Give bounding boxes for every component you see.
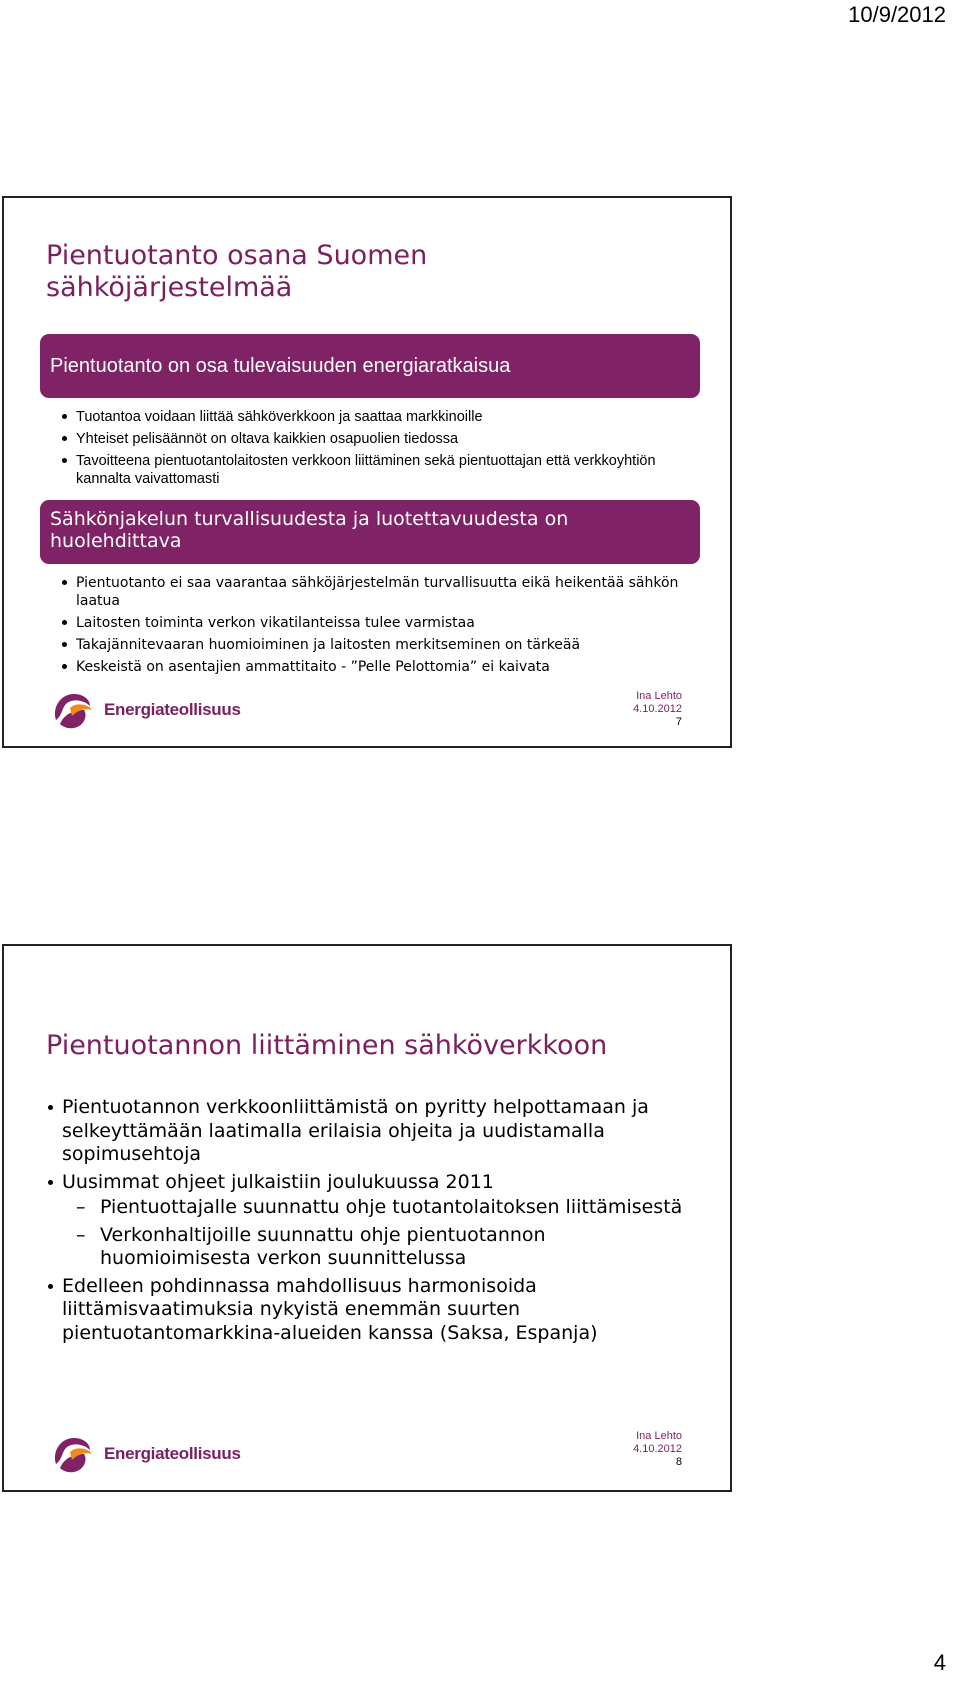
logo-text: Energiateollisuus [104, 700, 241, 719]
section-banner: Pientuotanto on osa tulevaisuuden energiaratkaisua [40, 334, 700, 398]
sub-list [62, 1196, 688, 1271]
list-item [48, 1275, 688, 1346]
list-item: Pientuotanto ei saa vaarantaa sähköjärjestelmän turvallisuutta eikä heikentää sähkön laatua [62, 574, 702, 610]
company-logo [50, 690, 241, 730]
sub-list-item: – Verkonhaltijoille suunnattu ohje pientuotannon huomioimisesta verkon suunnittelussa [62, 1224, 688, 1271]
slide-7 [2, 196, 732, 748]
page-date: 10/9/2012 [848, 2, 946, 27]
list-item: Yhteiset pelisäännöt on oltava kaikkien osapuolien tiedossa [62, 430, 702, 448]
energiateollisuus-logo-icon [50, 1434, 96, 1474]
company-logo [50, 1434, 241, 1474]
slide-8 [2, 944, 732, 1492]
list-item: Tuotantoa voidaan liittää sähköverkkoon ja saattaa markkinoille [62, 408, 702, 426]
footer-date: 4.10.2012 [633, 1443, 682, 1455]
energiateollisuus-logo-icon [50, 690, 96, 730]
slide-number: 8 [675, 1456, 682, 1468]
slide-footer [633, 1430, 682, 1469]
page-number: 4 [933, 1650, 946, 1675]
list-item-text: Edelleen pohdinnassa mahdollisuus harmonisoida liittämisvaatimuksia nykyistä enemmän suurten pientuotantomarkkina-alueiden kanssa (Saksa, Espanja) [62, 1274, 598, 1344]
list-item [48, 1171, 688, 1271]
list-item: Takajännitevaaran huomioiminen ja laitosten merkitseminen on tärkeää [62, 636, 702, 654]
bullet-list [48, 1096, 688, 1349]
footer-author: Ina Lehto [636, 690, 682, 702]
section-banner: Sähkönjakelun turvallisuudesta ja luotettavuudesta on huolehdittava [40, 500, 700, 564]
footer-date: 4.10.2012 [633, 703, 682, 715]
slide-title: Pientuotannon liittäminen sähköverkkoon [46, 1030, 608, 1061]
list-item-text: Uusimmat ohjeet julkaistiin joulukuussa 2011 [62, 1170, 494, 1193]
list-item: Keskeistä on asentajien ammattitaito - ”Pelle Pelottomia” ei kaivata [62, 658, 702, 676]
slide-number: 7 [675, 716, 682, 728]
footer-author: Ina Lehto [636, 1430, 682, 1442]
list-item: Tavoitteena pientuotantolaitosten verkkoon liittäminen sekä pientuottajan että verkkoyhtiön kannalta vaivattomasti [62, 452, 702, 488]
sub-list-item: – Pientuottajalle suunnattu ohje tuotantolaitoksen liittämisestä [62, 1196, 688, 1220]
bullet-list [62, 574, 702, 680]
slide-title: Pientuotanto osana Suomen sähköjärjestelmää [46, 240, 428, 303]
list-item-text: Pientuotannon verkkoonliittämistä on pyritty helpottamaan ja selkeyttämään laatimalla erilaisia ohjeita ja uudistamalla sopimusehtoja [62, 1096, 649, 1165]
bullet-list [62, 408, 702, 492]
logo-text: Energiateollisuus [104, 1444, 241, 1463]
list-item [48, 1096, 688, 1167]
slide-footer [633, 690, 682, 729]
list-item: Laitosten toiminta verkon vikatilanteissa tulee varmistaa [62, 614, 702, 632]
